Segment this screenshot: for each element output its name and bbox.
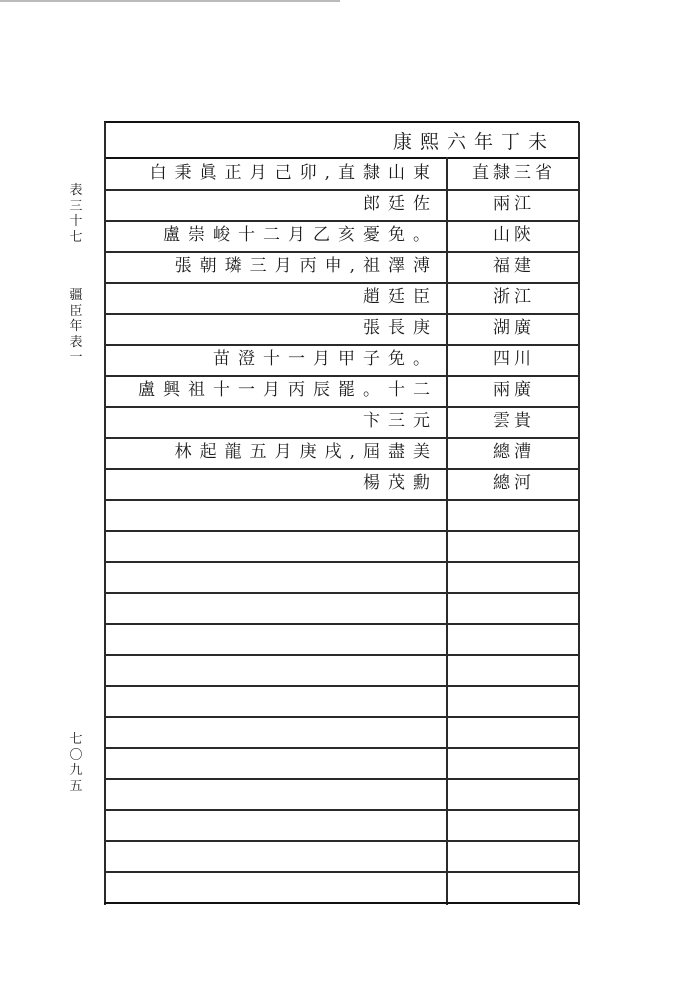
row-rule — [104, 747, 579, 749]
row-rule — [104, 499, 579, 501]
office-cell: 浙江 — [493, 287, 535, 307]
row-rule — [104, 902, 579, 904]
table-row — [108, 313, 574, 344]
row-rule — [104, 778, 579, 780]
table-row — [108, 220, 574, 251]
table-row — [108, 375, 574, 406]
office-cell: 山陝 — [493, 225, 535, 245]
office-cell: 福建 — [493, 256, 535, 276]
row-rule — [104, 871, 579, 873]
official-cell: 苗澄十一月甲子免。 — [213, 349, 438, 369]
official-cell: 張長庚 — [363, 318, 438, 338]
table-row — [108, 437, 574, 468]
table-right-border — [578, 122, 580, 905]
official-cell: 張朝璘三月丙申,祖澤溥 — [174, 256, 438, 276]
official-cell: 趙廷臣 — [363, 287, 438, 307]
row-rule — [104, 716, 579, 718]
official-cell: 卞三元 — [363, 411, 438, 431]
row-rule — [104, 530, 579, 532]
row-rule — [104, 561, 579, 563]
table-row — [108, 158, 574, 189]
table-row — [108, 344, 574, 375]
margin-section-label: 表三十七 — [69, 183, 83, 245]
row-rule — [104, 840, 579, 842]
official-cell: 盧興祖十一月丙辰罷。十二 — [138, 380, 438, 400]
table-row — [108, 282, 574, 313]
row-rule — [104, 685, 579, 687]
table-top-rule — [104, 121, 579, 123]
official-cell: 白秉眞正月己卯,直隸山東 — [149, 163, 438, 183]
row-rule — [104, 809, 579, 811]
official-cell: 郎廷佐 — [363, 194, 438, 214]
table-row — [108, 468, 574, 499]
table-row — [108, 189, 574, 220]
table-left-border — [104, 122, 106, 905]
margin-page-number: 七〇九五 — [69, 732, 83, 794]
table-row — [108, 406, 574, 437]
official-cell: 盧崇峻十二月乙亥憂免。 — [163, 225, 438, 245]
office-cell: 湖廣 — [493, 318, 535, 338]
office-cell: 兩江 — [493, 194, 535, 214]
office-cell: 四川 — [493, 349, 535, 369]
scan-top-rule — [0, 0, 340, 2]
official-cell: 林起龍五月庚戌,屆盡美 — [174, 442, 438, 462]
office-cell: 總漕 — [493, 442, 535, 462]
office-cell: 總河 — [493, 473, 535, 493]
reign-year-title: 康熙六年丁未 — [392, 131, 555, 153]
official-cell: 楊茂勳 — [363, 473, 438, 493]
row-rule — [104, 592, 579, 594]
office-cell: 雲貴 — [493, 411, 535, 431]
row-rule — [104, 654, 579, 656]
table-row — [108, 251, 574, 282]
office-cell: 兩廣 — [493, 380, 535, 400]
row-rule — [104, 623, 579, 625]
margin-table-title: 疆臣年表一 — [69, 288, 83, 365]
office-cell: 直隸三省 — [472, 163, 556, 183]
